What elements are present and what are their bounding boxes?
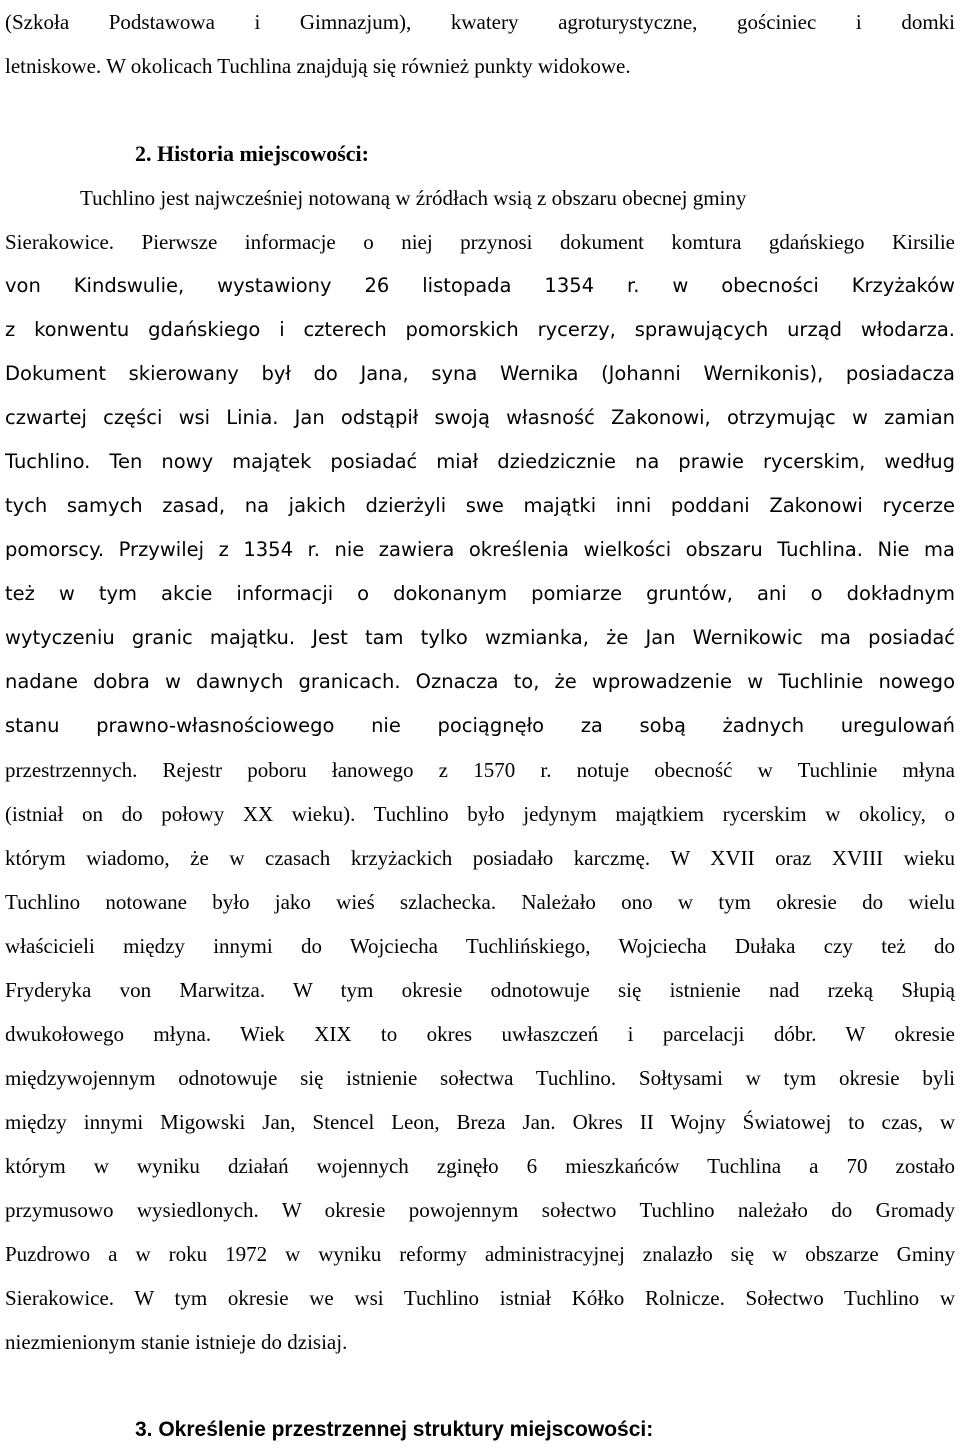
- body-last-line: niezmienionym stanie istnieje do dzisiaj.: [5, 1330, 348, 1354]
- body-line: (istniał on do połowy XX wieku). Tuchlino było jedynym majątkiem rycerskim w okolicy, o: [5, 802, 955, 826]
- body-line: wytyczeniu granic majątku. Jest tam tylko wzmianka, że Jan Wernikowic ma posiadać: [5, 626, 955, 649]
- body-line: Tuchlino notowane było jako wieś szlachecka. Należało ono w tym okresie do wielu: [5, 890, 955, 914]
- section-2-first-line: Tuchlino jest najwcześniej notowaną w źródłach wsią z obszaru obecnej gminy: [80, 186, 747, 210]
- body-line: też w tym akcie informacji o dokonanym pomiarze gruntów, ani o dokładnym: [5, 582, 955, 605]
- body-line: którym wiadomo, że w czasach krzyżackich posiadało karczmę. W XVII oraz XVIII wieku: [5, 846, 955, 870]
- body-line: między innymi Migowski Jan, Stencel Leon, Breza Jan. Okres II Wojny Światowej to czas, w: [5, 1110, 955, 1134]
- section-3-heading: 3. Określenie przestrzennej struktury miejscowości:: [135, 1418, 654, 1441]
- section-2-heading: 2. Historia miejscowości:: [135, 141, 369, 166]
- body-line: nadane dobra w dawnych granicach. Oznacza to, że wprowadzenie w Tuchlinie nowego: [5, 670, 955, 693]
- body-line: którym w wyniku działań wojennych zginęło 6 mieszkańców Tuchlina a 70 zostało: [5, 1154, 955, 1178]
- paragraph-gap: [5, 88, 955, 132]
- body-line: przymusowo wysiedlonych. W okresie powojennym sołectwo Tuchlino należało do Gromady: [5, 1198, 955, 1222]
- body-line: Tuchlino. Ten nowy majątek posiadać miał dziedzicznie na prawie rycerskim, według: [5, 450, 955, 473]
- body-line: z konwentu gdańskiego i czterech pomorskich rycerzy, sprawujących urząd włodarza.: [5, 318, 955, 341]
- body-line: pomorscy. Przywilej z 1354 r. nie zawiera określenia wielkości obszaru Tuchlina. Nie ma: [5, 538, 955, 561]
- body-line: Fryderyka von Marwitza. W tym okresie odnotowuje się istnienie nad rzeką Słupią: [5, 978, 955, 1002]
- body-line: właścicieli między innymi do Wojciecha Tuchlińskiego, Wojciecha Dułaka czy też do: [5, 934, 955, 958]
- body-line: Dokument skierowany był do Jana, syna Wernika (Johanni Wernikonis), posiadacza: [5, 362, 955, 385]
- body-line: von Kindswulie, wystawiony 26 listopada 1354 r. w obecności Krzyżaków: [5, 274, 955, 297]
- intro-line-1: (Szkoła Podstawowa i Gimnazjum), kwatery agroturystyczne, gościniec i domki: [5, 10, 955, 34]
- body-line: Puzdrowo a w roku 1972 w wyniku reformy administracyjnej znalazło się w obszarze Gminy: [5, 1242, 955, 1266]
- body-line: przestrzennych. Rejestr poboru łanowego z 1570 r. notuje obecność w Tuchlinie młyna: [5, 758, 955, 782]
- body-line: stanu prawno-własnościowego nie pociągnęło za sobą żadnych uregulowań: [5, 714, 955, 737]
- body-line: Sierakowice. W tym okresie we wsi Tuchlino istniał Kółko Rolnicze. Sołectwo Tuchlino w: [5, 1286, 955, 1310]
- document-page: [5, 0, 955, 1452]
- body-line: Sierakowice. Pierwsze informacje o niej przynosi dokument komtura gdańskiego Kirsilie: [5, 230, 955, 254]
- body-text: [5, 220, 955, 1364]
- section-gap: [5, 1364, 955, 1408]
- body-line: tych samych zasad, na jakich dzierżyli swe majątki inni poddani Zakonowi rycerze: [5, 494, 955, 517]
- body-line: dwukołowego młyna. Wiek XIX to okres uwłaszczeń i parcelacji dóbr. W okresie: [5, 1022, 955, 1046]
- body-line: międzywojennym odnotowuje się istnienie sołectwa Tuchlino. Sołtysami w tym okresie byli: [5, 1066, 955, 1090]
- intro-line-2: letniskowe. W okolicach Tuchlina znajdują się również punkty widokowe.: [5, 54, 631, 78]
- body-line: czwartej części wsi Linia. Jan odstąpił swoją własność Zakonowi, otrzymując w zamian: [5, 406, 955, 429]
